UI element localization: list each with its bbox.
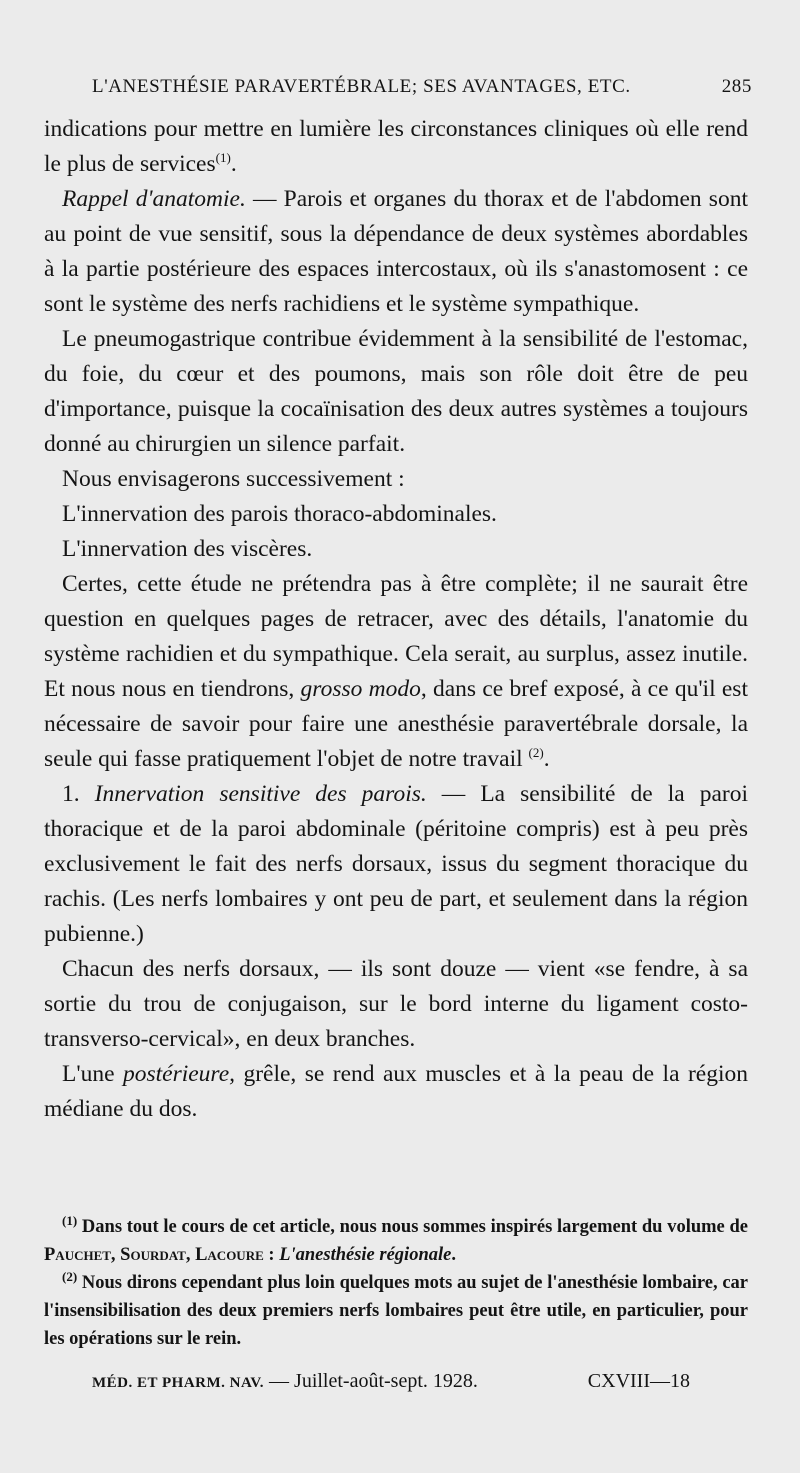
paragraph-7-text-b: , dans ce bref exposé, à ce qu'il est nécessaire de savoir pour faire une anesthésie paravertébrale dorsale, la seule qui fasse pratiquement l'objet de notre travail	[44, 676, 748, 772]
paragraph-6: L'innervation des viscères.	[62, 536, 313, 562]
paragraph-1-end: .	[230, 151, 237, 177]
footnote-2-text: Nous dirons cependant plus loin quelques mots au sujet de l'anesthésie lombaire, car l'insensibilisation des deux premiers nerfs lombaires peut être utile, en particulier, pour les opérations sur le rein.	[44, 1273, 748, 1349]
paragraph-7	[44, 567, 748, 777]
running-head	[92, 76, 752, 98]
running-title: L'ANESTHÉSIE PARAVERTÉBRALE; SES AVANTAGES, ETC.	[92, 76, 631, 97]
paragraph-7-text-a: Certes, cette étude ne prétendra pas à être complète; il ne saurait être question en quelques pages de retracer, avec des détails, l'anatomie du système rachidien et du sympathique. Cela serait, au surplus, assez inutile. Et nous nous en tiendrons,	[44, 571, 748, 702]
footnote-1-text-a: Dans tout le cours de cet article, nous nous sommes inspirés largement du volume de	[81, 1217, 748, 1237]
paragraph-5: L'innervation des parois thoraco-abdominales.	[62, 501, 497, 527]
footnote-1-text-b: :	[263, 1245, 280, 1265]
footnote-1	[44, 1213, 748, 1269]
footnotes	[44, 1213, 748, 1353]
footnote-1-authors: Pauchet, Sourdat, Lacoure	[44, 1245, 264, 1265]
paragraph-1-text: indications pour mettre en lumière les circonstances cliniques où elle rend le plus de services	[44, 116, 748, 177]
paragraph-3: Le pneumogastrique contribue évidemment à la sensibilité de l'estomac, du foie, du cœur et des poumons, mais son rôle doit être de peu d'importance, puisque la cocaïnisation des deux autres systèmes a toujours donné au chirurgien un silence parfait.	[44, 326, 748, 457]
paragraph-8-text: — La sensibilité de la paroi thoracique et de la paroi abdominale (péritoine compris) est à peu près exclusivement le fait des nerfs dorsaux, issus du segment thoracique du rachis. (Les nerfs lombaires y ont peu de part, et seulement dans la région pubienne.)	[44, 781, 748, 947]
paragraph-9: Chacun des nerfs dorsaux, — ils sont douze — vient «se fendre, à sa sortie du trou de conjugaison, sur le bord interne du ligament costo-transverso-cervical», en deux branches.	[44, 956, 748, 1052]
journal-abbrev: MÉD. ET PHARM. NAV.	[92, 1375, 265, 1391]
footnote-1-book-title: L'anesthésie régionale	[279, 1245, 452, 1265]
section-heading-anatomy: Rappel d'anatomie.	[62, 186, 246, 212]
footnote-1-mark: (1)	[62, 1212, 78, 1228]
footnote-ref-2: (2)	[528, 745, 544, 761]
paragraph-10-italic: postérieure,	[122, 1061, 236, 1087]
paragraph-2-text: — Parois et organes du thorax et de l'abdomen sont au point de vue sensitif, sous la dépendance de deux systèmes abordables à la partie postérieure des espaces intercostaux, où ils s'anastomosent : ce sont le système des nerfs rachidiens et le système sympathique.	[44, 186, 748, 317]
journal-info	[92, 1370, 478, 1393]
paragraph-10	[44, 1057, 748, 1127]
section-number: 1.	[62, 781, 80, 807]
footnote-ref-1: (1)	[215, 150, 231, 166]
paragraph-10-text-a: L'une	[62, 1061, 123, 1087]
paragraph-2	[44, 182, 748, 322]
footnote-2	[44, 1269, 748, 1353]
footnote-2-mark: (2)	[62, 1268, 78, 1284]
paragraph-7-end: .	[543, 746, 550, 772]
paragraph-10-text-b: grêle, se rend aux muscles et à la peau de la région médiane du dos.	[44, 1061, 748, 1122]
footnote-1-end: .	[451, 1245, 456, 1265]
paragraph-1	[44, 112, 748, 182]
paragraph-8	[44, 777, 748, 952]
section-heading-innervation: Innervation sensitive des parois.	[94, 781, 427, 807]
signature-line	[92, 1370, 690, 1393]
page-number: 285	[721, 76, 752, 97]
issue-date: — Juillet-août-sept. 1928.	[269, 1370, 478, 1392]
paragraph-7-italic: grosso modo	[300, 676, 421, 702]
body-text	[44, 112, 748, 1127]
paragraph-4: Nous envisagerons successivement :	[62, 466, 405, 492]
printer-signature: CXVIII—18	[587, 1370, 690, 1392]
